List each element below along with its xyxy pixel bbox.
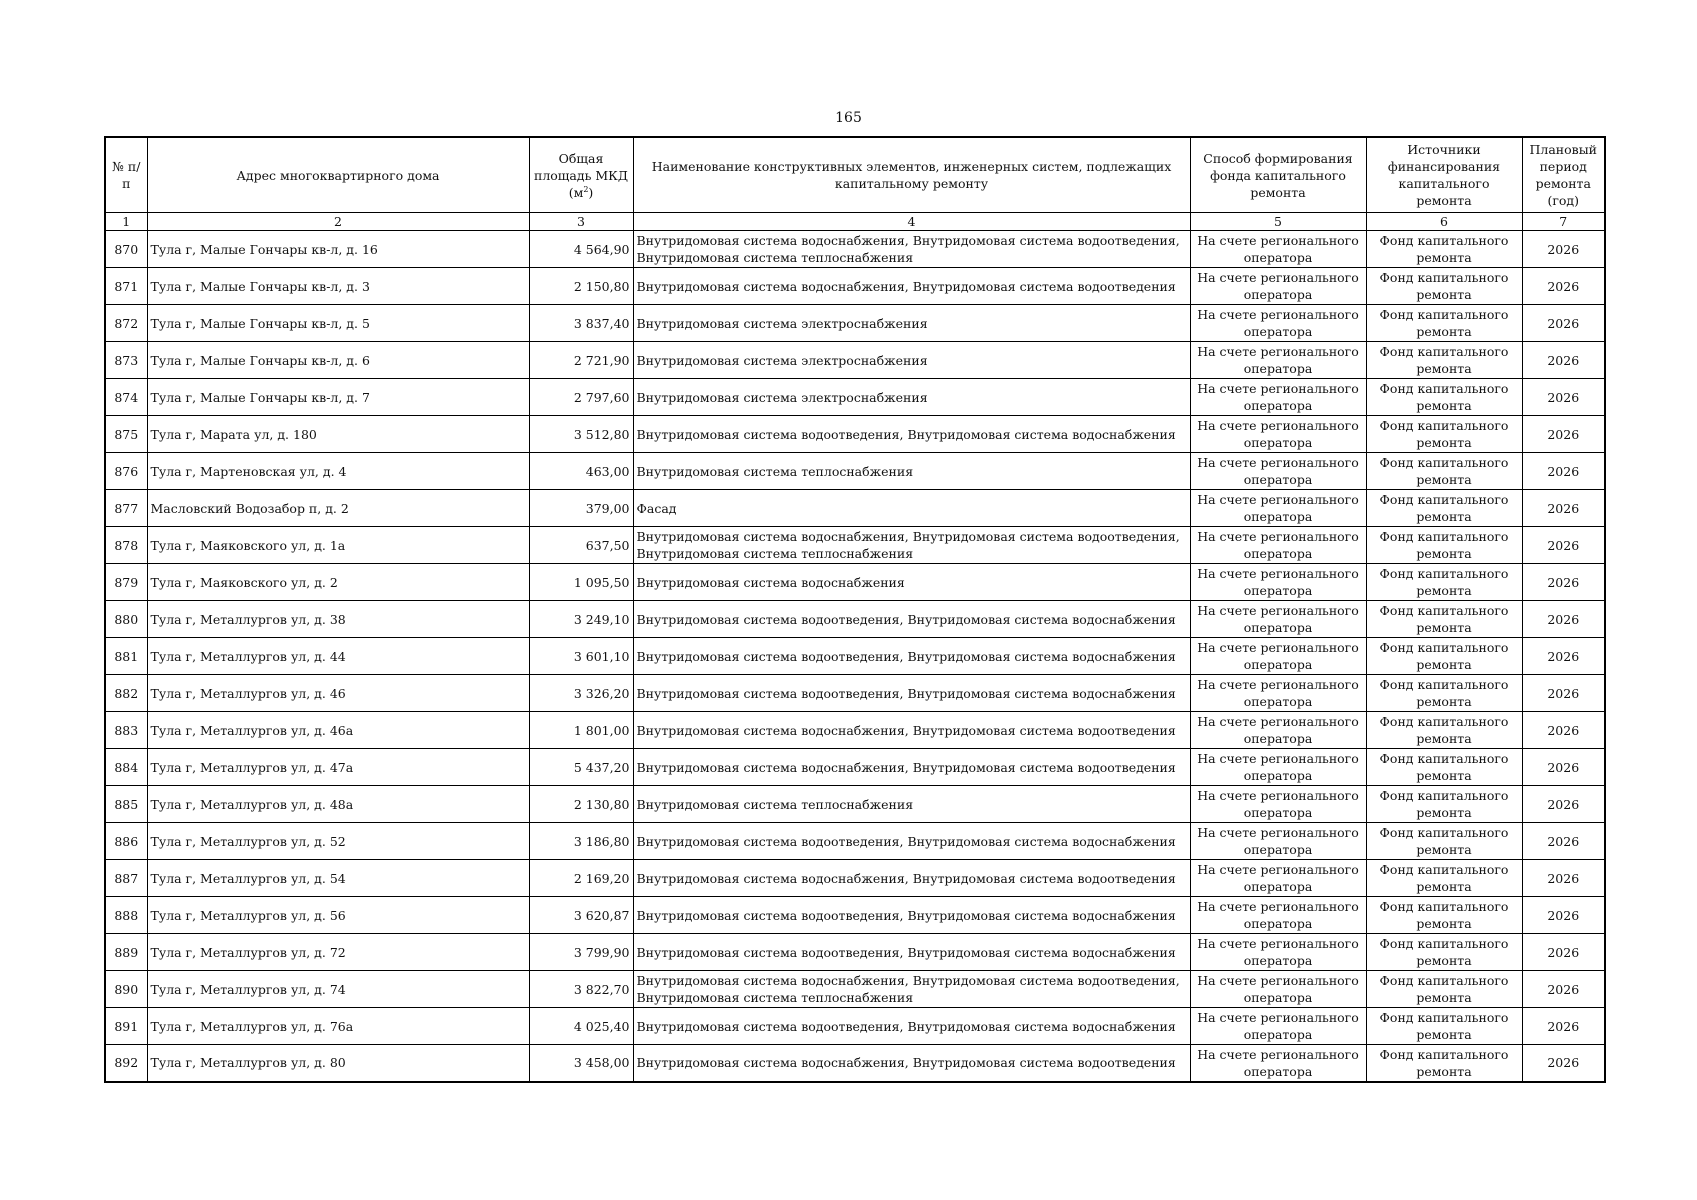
table-row (105, 305, 1605, 342)
row-address: Тула г, Металлургов ул, д. 48а (147, 786, 529, 823)
row-funding-source: Фонд капитального ремонта (1366, 786, 1522, 823)
row-funding-source: Фонд капитального ремонта (1366, 934, 1522, 971)
row-fund-method: На счете регионального оператора (1190, 268, 1366, 305)
row-area: 3 458,00 (529, 1045, 633, 1082)
row-fund-method: На счете регионального оператора (1190, 564, 1366, 601)
row-fund-method: На счете регионального оператора (1190, 527, 1366, 564)
row-number: 891 (105, 1008, 147, 1045)
row-fund-method: На счете регионального оператора (1190, 416, 1366, 453)
row-fund-method: На счете регионального оператора (1190, 675, 1366, 712)
row-fund-method: На счете регионального оператора (1190, 786, 1366, 823)
column-number: 2 (147, 213, 529, 231)
row-area: 379,00 (529, 490, 633, 527)
row-funding-source: Фонд капитального ремонта (1366, 971, 1522, 1008)
row-number: 870 (105, 231, 147, 268)
row-elements: Внутридомовая система водоотведения, Внутридомовая система водоснабжения (633, 1008, 1190, 1045)
row-elements: Внутридомовая система водоотведения, Внутридомовая система водоснабжения (633, 675, 1190, 712)
row-area: 637,50 (529, 527, 633, 564)
table-row (105, 379, 1605, 416)
row-funding-source: Фонд капитального ремонта (1366, 712, 1522, 749)
row-area: 5 437,20 (529, 749, 633, 786)
row-planned-year: 2026 (1522, 749, 1605, 786)
row-number: 884 (105, 749, 147, 786)
row-address: Тула г, Металлургов ул, д. 76а (147, 1008, 529, 1045)
row-planned-year: 2026 (1522, 342, 1605, 379)
row-funding-source: Фонд капитального ремонта (1366, 527, 1522, 564)
row-area: 3 512,80 (529, 416, 633, 453)
row-fund-method: На счете регионального оператора (1190, 897, 1366, 934)
row-elements: Внутридомовая система водоотведения, Внутридомовая система водоснабжения (633, 823, 1190, 860)
row-elements: Внутридомовая система водоснабжения, Внутридомовая система водоотведения, Внутридомовая система теплоснабжения (633, 231, 1190, 268)
row-number: 889 (105, 934, 147, 971)
row-planned-year: 2026 (1522, 860, 1605, 897)
row-elements: Внутридомовая система водоснабжения, Внутридомовая система водоотведения (633, 1045, 1190, 1082)
row-area: 2 797,60 (529, 379, 633, 416)
row-funding-source: Фонд капитального ремонта (1366, 231, 1522, 268)
row-fund-method: На счете регионального оператора (1190, 971, 1366, 1008)
header-method: Способ формирования фонда капитального ремонта (1190, 137, 1366, 213)
row-funding-source: Фонд капитального ремонта (1366, 675, 1522, 712)
row-elements: Внутридомовая система теплоснабжения (633, 453, 1190, 490)
row-address: Тула г, Малые Гончары кв-л, д. 6 (147, 342, 529, 379)
row-planned-year: 2026 (1522, 1008, 1605, 1045)
row-address: Тула г, Маяковского ул, д. 1а (147, 527, 529, 564)
row-funding-source: Фонд капитального ремонта (1366, 342, 1522, 379)
row-planned-year: 2026 (1522, 453, 1605, 490)
column-number: 5 (1190, 213, 1366, 231)
row-fund-method: На счете регионального оператора (1190, 342, 1366, 379)
table-row (105, 564, 1605, 601)
row-elements: Внутридомовая система водоотведения, Внутридомовая система водоснабжения (633, 416, 1190, 453)
row-address: Тула г, Мартеновская ул, д. 4 (147, 453, 529, 490)
row-area: 3 326,20 (529, 675, 633, 712)
table-row (105, 749, 1605, 786)
row-number: 883 (105, 712, 147, 749)
row-number: 892 (105, 1045, 147, 1082)
table-row (105, 675, 1605, 712)
table-row (105, 268, 1605, 305)
row-elements: Внутридомовая система теплоснабжения (633, 786, 1190, 823)
row-planned-year: 2026 (1522, 564, 1605, 601)
table-row (105, 342, 1605, 379)
row-area: 4 025,40 (529, 1008, 633, 1045)
row-area: 2 150,80 (529, 268, 633, 305)
row-address: Тула г, Малые Гончары кв-л, д. 3 (147, 268, 529, 305)
column-number: 3 (529, 213, 633, 231)
row-address: Тула г, Металлургов ул, д. 72 (147, 934, 529, 971)
row-elements: Внутридомовая система водоснабжения, Внутридомовая система водоотведения, Внутридомовая система теплоснабжения (633, 971, 1190, 1008)
row-funding-source: Фонд капитального ремонта (1366, 453, 1522, 490)
row-planned-year: 2026 (1522, 675, 1605, 712)
row-funding-source: Фонд капитального ремонта (1366, 638, 1522, 675)
row-address: Тула г, Малые Гончары кв-л, д. 7 (147, 379, 529, 416)
table-row (105, 712, 1605, 749)
row-area: 3 799,90 (529, 934, 633, 971)
row-number: 880 (105, 601, 147, 638)
row-planned-year: 2026 (1522, 305, 1605, 342)
table-row (105, 860, 1605, 897)
row-planned-year: 2026 (1522, 934, 1605, 971)
row-number: 885 (105, 786, 147, 823)
row-fund-method: На счете регионального оператора (1190, 934, 1366, 971)
row-area: 2 169,20 (529, 860, 633, 897)
row-address: Тула г, Металлургов ул, д. 46а (147, 712, 529, 749)
row-address: Тула г, Малые Гончары кв-л, д. 16 (147, 231, 529, 268)
row-area: 3 601,10 (529, 638, 633, 675)
row-number: 886 (105, 823, 147, 860)
row-planned-year: 2026 (1522, 712, 1605, 749)
row-funding-source: Фонд капитального ремонта (1366, 379, 1522, 416)
row-fund-method: На счете регионального оператора (1190, 305, 1366, 342)
row-elements: Внутридомовая система электроснабжения (633, 342, 1190, 379)
table-row (105, 527, 1605, 564)
row-number: 872 (105, 305, 147, 342)
row-number: 888 (105, 897, 147, 934)
row-number: 875 (105, 416, 147, 453)
column-number: 1 (105, 213, 147, 231)
row-address: Тула г, Марата ул, д. 180 (147, 416, 529, 453)
header-address: Адрес многоквартирного дома (147, 137, 529, 213)
header-area-sup: 2 (583, 184, 589, 194)
row-funding-source: Фонд капитального ремонта (1366, 305, 1522, 342)
row-number: 890 (105, 971, 147, 1008)
row-fund-method: На счете регионального оператора (1190, 860, 1366, 897)
table-row (105, 823, 1605, 860)
row-number: 871 (105, 268, 147, 305)
row-fund-method: На счете регионального оператора (1190, 1045, 1366, 1082)
row-fund-method: На счете регионального оператора (1190, 712, 1366, 749)
row-area: 1 801,00 (529, 712, 633, 749)
row-fund-method: На счете регионального оператора (1190, 749, 1366, 786)
row-area: 3 620,87 (529, 897, 633, 934)
table-row (105, 453, 1605, 490)
column-number: 6 (1366, 213, 1522, 231)
row-funding-source: Фонд капитального ремонта (1366, 268, 1522, 305)
table-row (105, 897, 1605, 934)
row-elements: Внутридомовая система водоснабжения, Внутридомовая система водоотведения (633, 860, 1190, 897)
table-row (105, 601, 1605, 638)
row-fund-method: На счете регионального оператора (1190, 379, 1366, 416)
row-address: Тула г, Металлургов ул, д. 46 (147, 675, 529, 712)
row-address: Тула г, Металлургов ул, д. 47а (147, 749, 529, 786)
row-funding-source: Фонд капитального ремонта (1366, 601, 1522, 638)
row-number: 878 (105, 527, 147, 564)
row-planned-year: 2026 (1522, 268, 1605, 305)
row-number: 879 (105, 564, 147, 601)
row-number: 877 (105, 490, 147, 527)
row-address: Масловский Водозабор п, д. 2 (147, 490, 529, 527)
row-fund-method: На счете регионального оператора (1190, 823, 1366, 860)
row-elements: Внутридомовая система водоснабжения, Внутридомовая система водоотведения (633, 712, 1190, 749)
row-number: 887 (105, 860, 147, 897)
row-fund-method: На счете регионального оператора (1190, 453, 1366, 490)
row-fund-method: На счете регионального оператора (1190, 601, 1366, 638)
row-address: Тула г, Металлургов ул, д. 44 (147, 638, 529, 675)
row-planned-year: 2026 (1522, 786, 1605, 823)
column-number-row (105, 213, 1605, 231)
table-body (105, 231, 1605, 1082)
table-row (105, 934, 1605, 971)
row-funding-source: Фонд капитального ремонта (1366, 1008, 1522, 1045)
row-elements: Внутридомовая система электроснабжения (633, 379, 1190, 416)
row-fund-method: На счете регионального оператора (1190, 231, 1366, 268)
row-address: Тула г, Металлургов ул, д. 80 (147, 1045, 529, 1082)
page-number: 165 (835, 110, 862, 126)
row-elements: Внутридомовая система электроснабжения (633, 305, 1190, 342)
header-elements: Наименование конструктивных элементов, инженерных систем, подлежащих капитальному ремонту (633, 137, 1190, 213)
header-period: Плановый период ремонта (год) (1522, 137, 1605, 213)
repair-registry-table (104, 136, 1606, 1083)
row-number: 881 (105, 638, 147, 675)
row-area: 2 130,80 (529, 786, 633, 823)
row-number: 874 (105, 379, 147, 416)
row-planned-year: 2026 (1522, 823, 1605, 860)
row-number: 873 (105, 342, 147, 379)
row-funding-source: Фонд капитального ремонта (1366, 416, 1522, 453)
table-row (105, 638, 1605, 675)
header-area (529, 137, 633, 213)
row-planned-year: 2026 (1522, 971, 1605, 1008)
row-number: 876 (105, 453, 147, 490)
header-area-close: ) (588, 184, 594, 200)
table-row (105, 490, 1605, 527)
table-row (105, 1008, 1605, 1045)
row-planned-year: 2026 (1522, 416, 1605, 453)
row-planned-year: 2026 (1522, 1045, 1605, 1082)
header-source: Источники финансирования капитального ремонта (1366, 137, 1522, 213)
row-planned-year: 2026 (1522, 638, 1605, 675)
row-address: Тула г, Малые Гончары кв-л, д. 5 (147, 305, 529, 342)
row-funding-source: Фонд капитального ремонта (1366, 564, 1522, 601)
row-planned-year: 2026 (1522, 490, 1605, 527)
table-row (105, 786, 1605, 823)
row-planned-year: 2026 (1522, 527, 1605, 564)
table-row (105, 971, 1605, 1008)
row-number: 882 (105, 675, 147, 712)
header-area-text: Общая площадь МКД (м (534, 150, 628, 200)
table-row (105, 416, 1605, 453)
table-header (105, 137, 1605, 231)
row-planned-year: 2026 (1522, 897, 1605, 934)
row-funding-source: Фонд капитального ремонта (1366, 1045, 1522, 1082)
header-num: № п/п (105, 137, 147, 213)
row-area: 2 721,90 (529, 342, 633, 379)
row-elements: Внутридомовая система водоснабжения, Внутридомовая система водоотведения (633, 268, 1190, 305)
row-address: Тула г, Металлургов ул, д. 52 (147, 823, 529, 860)
row-elements: Внутридомовая система водоотведения, Внутридомовая система водоснабжения (633, 601, 1190, 638)
row-area: 4 564,90 (529, 231, 633, 268)
row-area: 3 186,80 (529, 823, 633, 860)
row-elements: Внутридомовая система водоснабжения, Внутридомовая система водоотведения (633, 749, 1190, 786)
row-fund-method: На счете регионального оператора (1190, 490, 1366, 527)
row-area: 463,00 (529, 453, 633, 490)
row-address: Тула г, Металлургов ул, д. 74 (147, 971, 529, 1008)
row-address: Тула г, Металлургов ул, д. 56 (147, 897, 529, 934)
row-area: 3 837,40 (529, 305, 633, 342)
row-funding-source: Фонд капитального ремонта (1366, 749, 1522, 786)
row-elements: Внутридомовая система водоснабжения (633, 564, 1190, 601)
table-row (105, 1045, 1605, 1082)
row-address: Тула г, Металлургов ул, д. 38 (147, 601, 529, 638)
column-number: 7 (1522, 213, 1605, 231)
row-planned-year: 2026 (1522, 379, 1605, 416)
row-area: 3 249,10 (529, 601, 633, 638)
row-elements: Внутридомовая система водоотведения, Внутридомовая система водоснабжения (633, 934, 1190, 971)
row-elements: Фасад (633, 490, 1190, 527)
header-row (105, 137, 1605, 213)
row-elements: Внутридомовая система водоотведения, Внутридомовая система водоснабжения (633, 638, 1190, 675)
row-fund-method: На счете регионального оператора (1190, 638, 1366, 675)
column-number: 4 (633, 213, 1190, 231)
row-planned-year: 2026 (1522, 601, 1605, 638)
row-funding-source: Фонд капитального ремонта (1366, 490, 1522, 527)
row-area: 3 822,70 (529, 971, 633, 1008)
row-fund-method: На счете регионального оператора (1190, 1008, 1366, 1045)
row-address: Тула г, Маяковского ул, д. 2 (147, 564, 529, 601)
row-funding-source: Фонд капитального ремонта (1366, 897, 1522, 934)
row-elements: Внутридомовая система водоснабжения, Внутридомовая система водоотведения, Внутридомовая система теплоснабжения (633, 527, 1190, 564)
row-area: 1 095,50 (529, 564, 633, 601)
row-elements: Внутридомовая система водоотведения, Внутридомовая система водоснабжения (633, 897, 1190, 934)
row-funding-source: Фонд капитального ремонта (1366, 823, 1522, 860)
row-planned-year: 2026 (1522, 231, 1605, 268)
table-row (105, 231, 1605, 268)
row-address: Тула г, Металлургов ул, д. 54 (147, 860, 529, 897)
row-funding-source: Фонд капитального ремонта (1366, 860, 1522, 897)
